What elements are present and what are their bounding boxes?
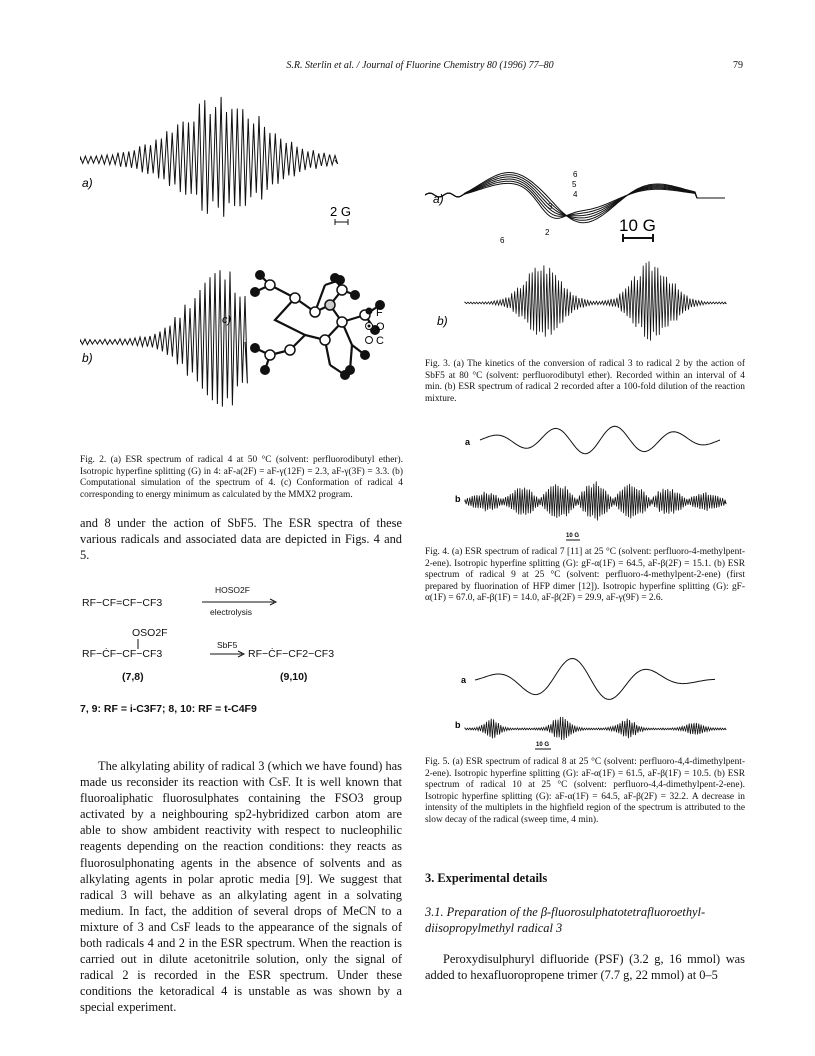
- figure-4: [425, 420, 745, 545]
- figure-2: [80, 80, 420, 450]
- curve-label-2: 2: [545, 228, 550, 237]
- reaction-scheme: [80, 585, 400, 715]
- scheme-arrow-2: [208, 649, 248, 659]
- section-heading: 3. Experimental details: [425, 871, 548, 885]
- fig3b-spectrum: [465, 261, 726, 340]
- figure-3: [425, 85, 745, 345]
- fig2-label-b: b): [82, 351, 93, 365]
- fig5-scale-label: 10 G: [536, 742, 550, 748]
- fig5b-spectrum: [465, 717, 726, 740]
- legend-carbon: C: [376, 335, 384, 347]
- fig2c-atoms: [250, 270, 385, 380]
- fig5a-spectrum: [475, 659, 715, 700]
- page-number: 79: [733, 60, 743, 71]
- legend-fluorine: F: [376, 307, 383, 319]
- fig4-scale-label: 10 G: [566, 533, 580, 539]
- scheme-reagent-top: HOSO2F: [215, 585, 250, 595]
- experimental-paragraph: Peroxydisulphuryl difluoride (PSF) (3.2 g, 16 mmol) was added to hexafluoropropene trimer (7.7 g, 22 mmol) at 0–5: [425, 952, 745, 983]
- paragraph-1: and 8 under the action of SbF5. The ESR spectra of these various radicals and associated data are depicted in Figs. 4 and 5.: [80, 516, 402, 563]
- legend-oxygen: O: [376, 321, 385, 333]
- fig2-scale-label: 2 G: [330, 204, 351, 219]
- fig2b-spectrum: [80, 270, 247, 406]
- fig5-label-b: b: [455, 720, 461, 730]
- fig3-caption: Fig. 3. (a) The kinetics of the conversion of radical 3 to radical 2 by the action of SbF5 at 80 °C (solvent: perfluorodibutyl ether). Recorded within an interval of 4 min. (b) ESR spectrum of radical 2 recorded after a 100-fold dilution of the reaction mixture.: [425, 359, 745, 404]
- fig4-label-a: a: [465, 437, 471, 447]
- running-title: S.R. Sterlin et al. / Journal of Fluorine Chemistry 80 (1996) 77–80: [286, 60, 554, 71]
- scheme-label-right: (9,10): [280, 671, 308, 683]
- scheme-definitions: 7, 9: RF = i-C3F7; 8, 10: RF = t-C4F9: [80, 703, 257, 715]
- fig2c-legend: [366, 307, 386, 347]
- scheme-oso2f: OSO2F: [132, 627, 168, 639]
- fig3-scale-bar: [623, 234, 653, 242]
- scheme-intermediate: RF−ĊF−CF−CF3: [82, 648, 163, 660]
- fig3-label-a: a): [433, 192, 444, 206]
- fig4-caption: Fig. 4. (a) ESR spectrum of radical 7 [11] at 25 °C (solvent: perfluoro-4-methylpent-2-ene). Isotropic hyperfine splitting (G): gF-α(1F) = 64.5, aF-β(2F) = 15.1. (b) ESR spectrum of radical 9 at 25 °C (solvent: perfluoro-4-methylpent-2-ene) (first prepared by fluorination of HFP dimer [12]). Isotropic hyperfine splitting (G): gF-α(1F) = 67.0, aF-β(1F) = 14.0, aF-β(2F) = 29.9, aF-γ(9F) = 2.6.: [425, 547, 745, 604]
- fig2a-spectrum: [80, 97, 338, 217]
- curve-label-6: 6: [573, 170, 578, 179]
- curve-label-4: 4: [573, 190, 578, 199]
- curve-label-3: 3: [548, 202, 553, 211]
- fig3-label-b: b): [437, 314, 448, 328]
- fig5-caption: Fig. 5. (a) ESR spectrum of radical 8 at 25 °C (solvent: perfluoro-4,4-dimethylpent-2-ene). Isotropic hyperfine splitting (G): aF-α(1F) = 61.5, aF-β(1F) = 10.5. (b) ESR spectrum of radical 10 at 25 °C (solvent: perfluoro-4,4-dimethylpent-2-ene). Isotropic hyperfine splitting (G): aF-α(1F) = 64.5, aF-β(2F) = 32.2. A decrease in intensity of the multiplets in the highfield region of the spectrum is attributed to the slow decay of the radical (sweep time, 4 min).: [425, 757, 745, 825]
- fig2-label-a: a): [82, 176, 93, 190]
- running-header: [0, 60, 815, 76]
- fig4b-spectrum: [465, 481, 726, 520]
- scheme-label-left: (7,8): [122, 671, 144, 683]
- paragraph-2: The alkylating ability of radical 3 (which we have found) has made us reconsider its reaction with CsF. It is well known that fluoroaliphatic fluorosulphates containing the FSO3 group activated by a neighbouring sp2-hybridized carbon atom are able to show ambident reactivity with respect to nucleophilic reagents depending on the reaction conditions: they reacts as fluorosulphonating agents in the absence of solvents and as alkylating agents in polar aprotic media [9]. We suggest that radical 3 will behave as an alkylating agent in a solvating medium. In fact, the addition of several drops of MeCN to a mixture of 3 and CsF leads to the appearance of the signals of both radicals 4 and 2 in the ESR spectrum. When the reaction is carried out in dilute acetonitrile solution, only the signal of radical 2 is recorded in the ESR spectrum. Under these conditions the ketoradical 4 is unstable as was shown by a special experiment.: [80, 759, 402, 1015]
- curve-label-6b: 6: [500, 236, 505, 245]
- scheme-sbf5: SbF5: [217, 640, 238, 650]
- fig2-caption: Fig. 2. (a) ESR spectrum of radical 4 at 50 °C (solvent: perfluorodibutyl ether). Isotropic hyperfine splitting (G) in 4: aF-a(2F) = aF-γ(12F) = 2.3, aF-γ(3F) = 3.3. (b) Computational simulation of the spectrum of 4. (c) Conformation of radical 4 corresponding to energy minimum as calculated by the MMX2 program.: [80, 455, 403, 500]
- curve-label-5: 5: [572, 180, 577, 189]
- fig3-scale-label: 10 G: [619, 216, 656, 235]
- fig4a-spectrum: [480, 426, 720, 453]
- fig2c-molecule: [255, 275, 380, 375]
- scheme-reagent-bottom: electrolysis: [210, 607, 253, 617]
- subsection-heading: 3.1. Preparation of the β-fluorosulphatotetrafluoroethyl-diisopropylmethyl radical 3: [425, 905, 706, 935]
- fig2-scale-bar: [335, 219, 348, 225]
- scheme-arrow-1: [200, 597, 280, 607]
- fig2-label-c: c): [222, 314, 232, 326]
- fig5-label-a: a: [461, 675, 467, 685]
- scheme-product: RF−ĊF−CF2−CF3: [248, 648, 335, 660]
- scheme-reactant: RF−CF=CF−CF3: [82, 597, 163, 609]
- fig4-label-b: b: [455, 494, 461, 504]
- figure-5: [425, 625, 745, 750]
